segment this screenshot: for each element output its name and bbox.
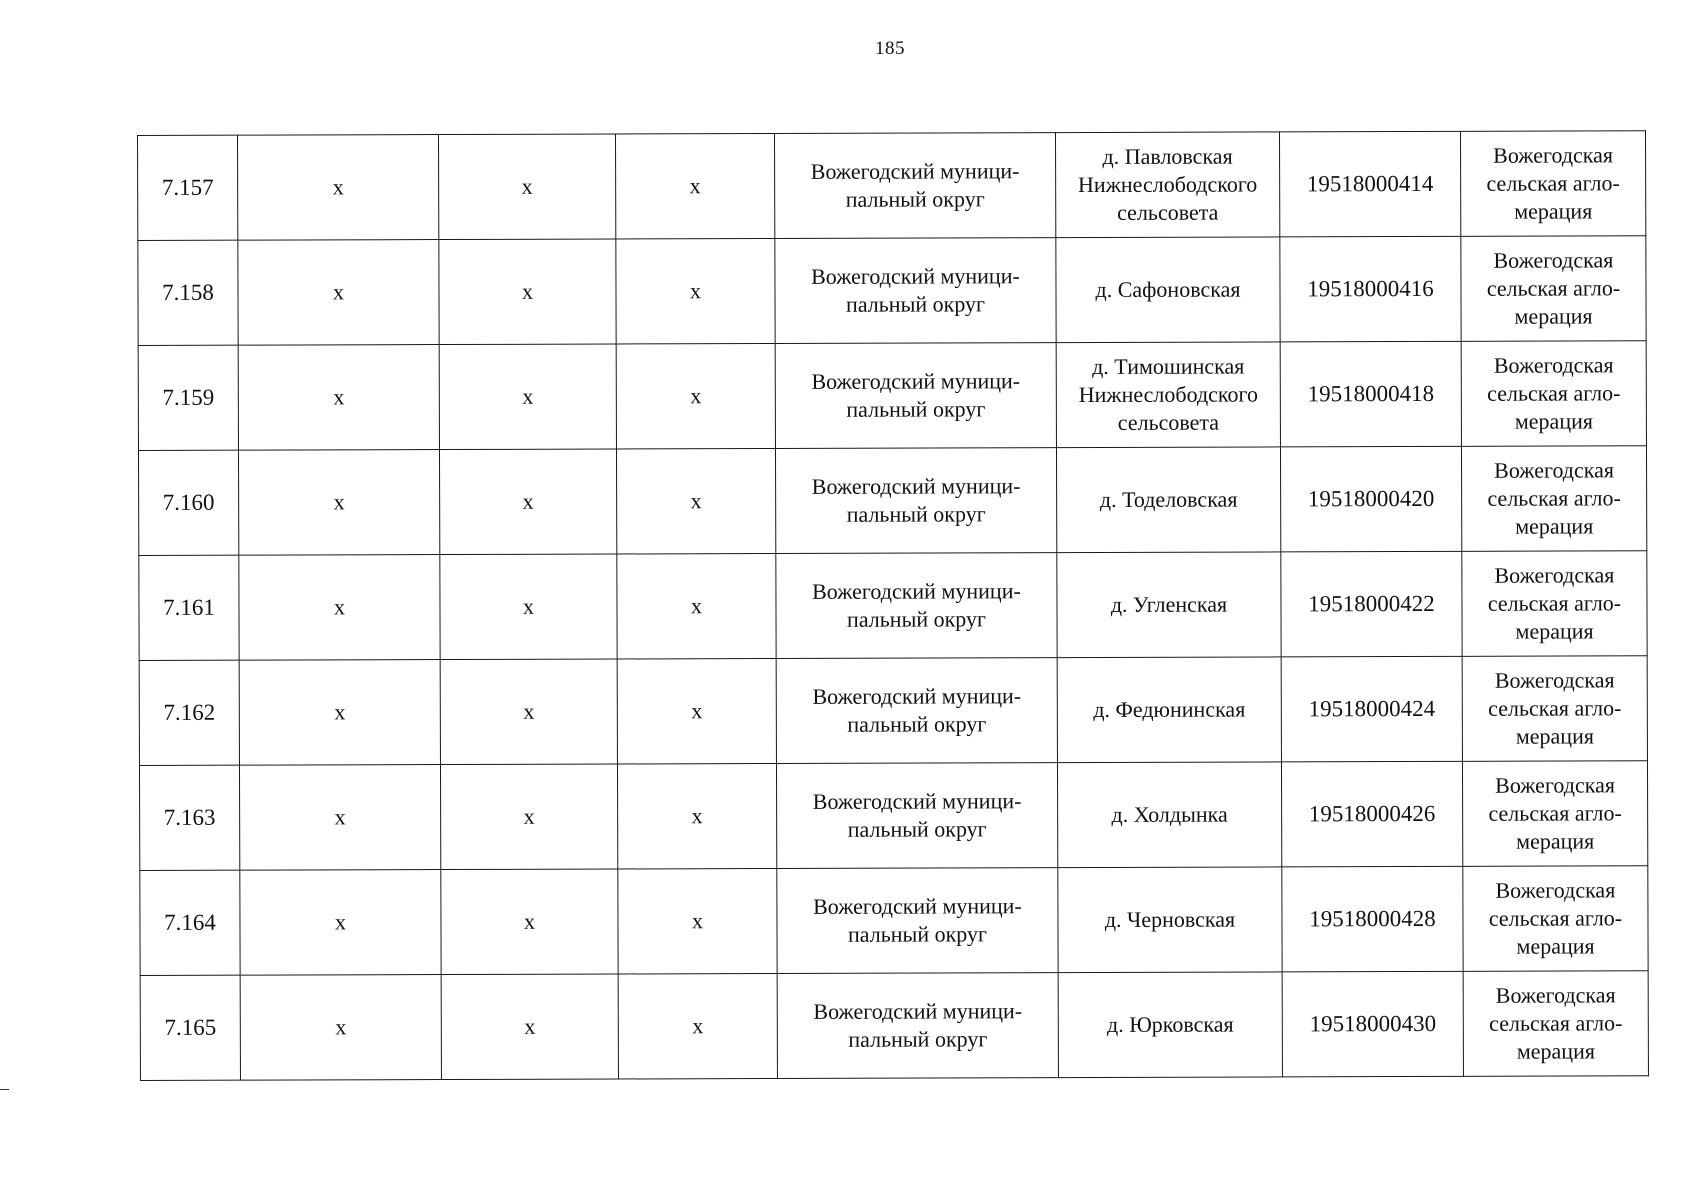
district-cell: Вожегодский муници- пальный округ bbox=[777, 868, 1058, 974]
table-row bbox=[140, 866, 1648, 976]
table-row bbox=[139, 656, 1647, 766]
table-row bbox=[138, 341, 1646, 451]
settlement-cell: д. Павловская Нижнеслободского сельсовета bbox=[1055, 132, 1279, 238]
table-row bbox=[139, 761, 1647, 871]
code-cell: 19518000428 bbox=[1282, 866, 1463, 972]
district-cell: Вожегодский муници- пальный округ bbox=[776, 763, 1057, 869]
district-cell: Вожегодский муници- пальный округ bbox=[776, 553, 1057, 659]
column-2-cell: х bbox=[239, 765, 440, 871]
agglomeration-cell: Вожегодская сельская агло- мерация bbox=[1461, 341, 1646, 447]
table-row bbox=[138, 131, 1646, 241]
code-cell: 19518000414 bbox=[1279, 131, 1460, 237]
district-cell: Вожегодский муници- пальный округ bbox=[776, 658, 1057, 764]
settlement-cell: д. Тоделовская bbox=[1056, 447, 1280, 553]
column-2-cell: х bbox=[239, 660, 440, 766]
column-4-cell: х bbox=[616, 343, 775, 448]
settlement-cell: д. Юрковская bbox=[1058, 972, 1282, 1078]
table-row bbox=[138, 446, 1646, 556]
agglomeration-cell: Вожегодская сельская агло- мерация bbox=[1462, 551, 1647, 657]
column-3-cell: х bbox=[439, 239, 616, 345]
agglomeration-cell: Вожегодская сельская агло- мерация bbox=[1463, 866, 1648, 972]
column-3-cell: х bbox=[440, 764, 617, 870]
settlement-cell: д. Федюнинская bbox=[1057, 657, 1281, 763]
row-number-cell: 7.159 bbox=[138, 345, 238, 450]
column-4-cell: х bbox=[618, 868, 777, 973]
table-row bbox=[138, 236, 1646, 346]
row-number-cell: 7.160 bbox=[138, 450, 238, 555]
column-2-cell: х bbox=[239, 555, 440, 661]
column-3-cell: х bbox=[439, 134, 616, 240]
code-cell: 19518000416 bbox=[1280, 236, 1461, 342]
column-4-cell: х bbox=[616, 238, 775, 343]
row-number-cell: 7.158 bbox=[138, 240, 238, 345]
code-cell: 19518000422 bbox=[1281, 551, 1462, 657]
settlements-table bbox=[137, 130, 1649, 1081]
page-number: 185 bbox=[875, 38, 905, 59]
agglomeration-cell: Вожегодская сельская агло- мерация bbox=[1462, 656, 1647, 762]
district-cell: Вожегодский муници- пальный округ bbox=[777, 973, 1058, 1079]
column-2-cell: х bbox=[238, 345, 439, 451]
code-cell: 19518000418 bbox=[1280, 341, 1461, 447]
column-4-cell: х bbox=[617, 658, 776, 763]
settlement-cell: д. Угленская bbox=[1057, 552, 1281, 658]
district-cell: Вожегодский муници- пальный округ bbox=[774, 133, 1055, 239]
column-2-cell: х bbox=[238, 450, 439, 556]
agglomeration-cell: Вожегодская сельская агло- мерация bbox=[1461, 446, 1646, 552]
code-cell: 19518000426 bbox=[1281, 761, 1462, 867]
settlement-cell: д. Тимошинская Нижнеслободского сельсовета bbox=[1056, 342, 1280, 448]
table-row bbox=[139, 551, 1647, 661]
table-row bbox=[140, 971, 1648, 1081]
scan-edge-mark bbox=[0, 1089, 9, 1090]
table-body bbox=[138, 131, 1649, 1081]
column-4-cell: х bbox=[616, 448, 775, 553]
row-number-cell: 7.164 bbox=[140, 870, 240, 975]
column-3-cell: х bbox=[441, 869, 618, 975]
row-number-cell: 7.157 bbox=[138, 135, 238, 240]
agglomeration-cell: Вожегодская сельская агло- мерация bbox=[1463, 971, 1648, 1077]
row-number-cell: 7.161 bbox=[139, 555, 239, 660]
row-number-cell: 7.165 bbox=[140, 975, 240, 1080]
column-3-cell: х bbox=[440, 659, 617, 765]
agglomeration-cell: Вожегодская сельская агло- мерация bbox=[1460, 131, 1645, 237]
row-number-cell: 7.163 bbox=[139, 765, 239, 870]
column-4-cell: х bbox=[618, 973, 777, 1078]
code-cell: 19518000430 bbox=[1282, 971, 1463, 1077]
column-4-cell: х bbox=[617, 553, 776, 658]
row-number-cell: 7.162 bbox=[139, 660, 239, 765]
column-3-cell: х bbox=[441, 974, 618, 1080]
column-3-cell: х bbox=[439, 344, 616, 450]
district-cell: Вожегодский муници- пальный округ bbox=[775, 238, 1056, 344]
column-4-cell: х bbox=[615, 133, 774, 238]
district-cell: Вожегодский муници- пальный округ bbox=[775, 448, 1056, 554]
code-cell: 19518000424 bbox=[1281, 656, 1462, 762]
settlement-cell: д. Черновская bbox=[1058, 867, 1282, 973]
column-2-cell: х bbox=[240, 870, 441, 976]
settlement-cell: д. Сафоновская bbox=[1056, 237, 1280, 343]
column-3-cell: х bbox=[439, 449, 616, 555]
district-cell: Вожегодский муници- пальный округ bbox=[775, 343, 1056, 449]
settlement-cell: д. Холдынка bbox=[1057, 762, 1281, 868]
column-2-cell: х bbox=[240, 975, 441, 1081]
agglomeration-cell: Вожегодская сельская агло- мерация bbox=[1461, 236, 1646, 342]
agglomeration-cell: Вожегодская сельская агло- мерация bbox=[1462, 761, 1647, 867]
column-4-cell: х bbox=[617, 763, 776, 868]
column-2-cell: х bbox=[238, 135, 439, 241]
code-cell: 19518000420 bbox=[1280, 446, 1461, 552]
column-2-cell: х bbox=[238, 240, 439, 346]
column-3-cell: х bbox=[440, 554, 617, 660]
